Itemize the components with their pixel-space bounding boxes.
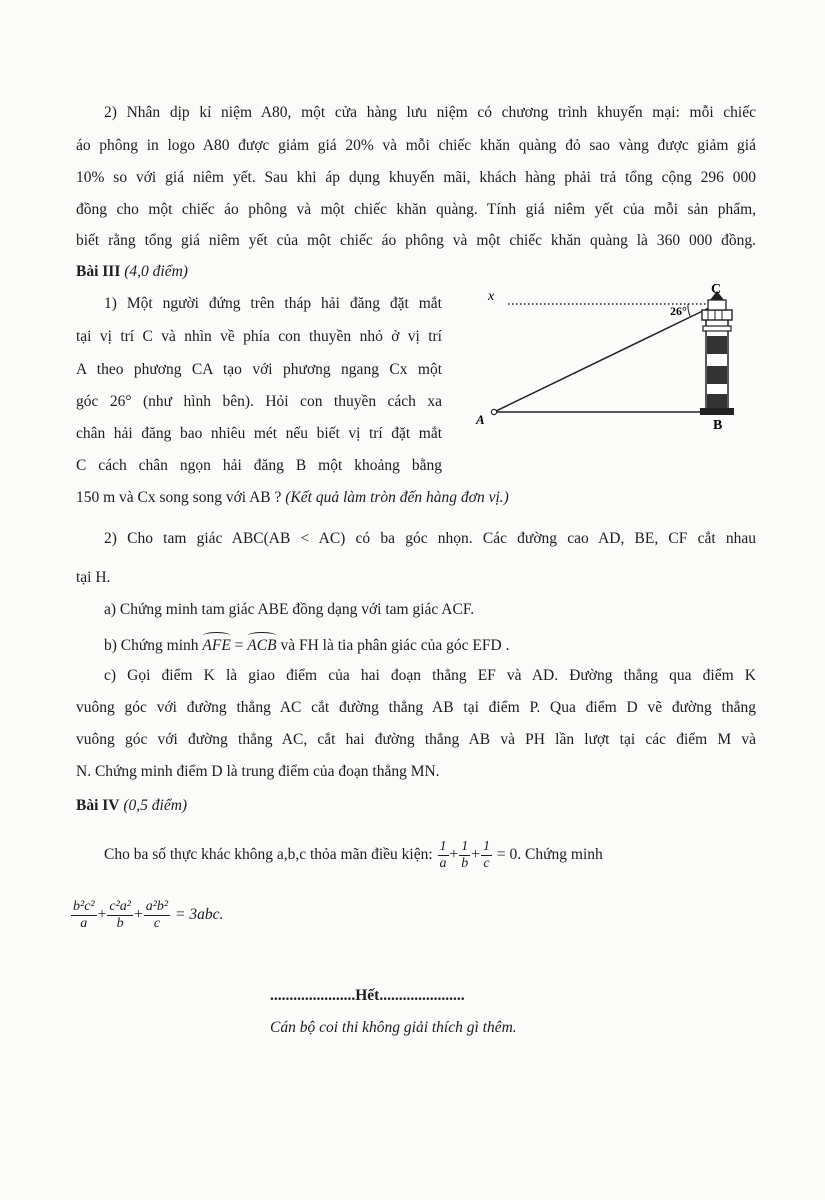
point-a [491,409,496,414]
text-line: 10% so với giá niêm yết. Sau khi áp dụng khuyến mãi, khách hàng phải trả tổng cộng 296 000 [76,169,756,186]
text-line [76,488,509,508]
text-line: N. Chứng minh điểm D là trung điểm của đoạn thẳng MN. [76,763,440,780]
text-segment: Cho ba số thực khác không a,b,c thỏa mãn điều kiện: [104,846,433,863]
label-b: B [713,418,723,432]
text-line [104,632,509,656]
text-line: vuông góc với đường thẳng AC, cắt hai đường thẳng AB và PH lần lượt tại các điểm M và [76,731,756,748]
text-line: A theo phương CA tạo với phương ngang Cx một [76,361,442,378]
identity-line [70,893,223,937]
section-heading [76,796,187,816]
heading-points: (4,0 điểm) [124,263,188,280]
angle-label: 26° [670,304,687,318]
identity-rhs: = 3abc. [175,906,224,923]
text-segment: 150 m và Cx song song với AB ? [76,489,282,506]
equals-sign: = [234,637,244,654]
text-segment-italic: (Kết quả làm tròn đến hàng đơn vị.) [285,489,509,506]
plus-sign: + [449,846,459,863]
angle-acb: ACB [247,632,276,656]
label-a: A [476,412,485,427]
end-marker: ......................Hết...................... [270,987,465,1004]
lighthouse-figure [470,282,750,432]
heading-label: Bài III [76,263,121,280]
heading-points: (0,5 điểm) [123,797,188,814]
text-line: chân hải đăng bao nhiêu mét nếu biết vị trí đặt mắt [76,425,442,442]
fraction: $\frac{\text{b²c²}}{a}$ [73,898,95,931]
text-line: 1) Một người đứng trên tháp hải đăng đặt mắt [104,295,442,312]
fraction: $\frac{\text{c²a²}}{b}$ [109,898,131,931]
fraction: $\frac{\text{a²b²}}{c}$ [145,898,169,931]
text-segment: b) Chứng minh [104,637,199,654]
label-c: C [711,282,722,297]
text-line: a) Chứng minh tam giác ABE đồng dạng với tam giác ACF. [104,601,475,618]
angle-afe: AFE [202,632,230,656]
text-segment: và FH là tia phân giác của góc EFD . [280,637,510,654]
text-line: tại H. [76,569,111,586]
condition-line [104,835,756,875]
plus-sign: + [133,906,143,923]
text-line: đồng cho một chiếc áo phông và một chiếc khăn quàng. Tính giá niêm yết của mỗi sản phẩm, [76,201,756,218]
line-ca [494,306,713,412]
text-line: biết rằng tổng giá niêm yết của một chiếc áo phông và một chiếc khăn quàng là 360 000 đồng. [76,232,756,249]
section-heading [76,262,188,282]
fraction: $\frac{1}{b}$ [461,838,469,871]
angle-arc [688,304,690,316]
text-line: 2) Cho tam giác ABC(AB < AC) có ba góc nhọn. Các đường cao AD, BE, CF cắt nhau [104,530,756,547]
text-line: 2) Nhân dịp kỉ niệm A80, một cửa hàng lưu niệm có chương trình khuyến mại: mỗi chiếc [104,104,756,121]
text-line: góc 26° (như hình bên). Hỏi con thuyền cách xa [76,393,442,410]
footer-note: Cán bộ coi thi không giải thích gì thêm. [270,1019,517,1036]
text-line: C cách chân ngọn hải đăng B một khoảng bằng [76,457,442,474]
fraction: $\frac{1}{c}$ [483,838,491,871]
text-line: tại vị trí C và nhìn về phía con thuyền nhỏ ở vị trí [76,328,442,345]
label-x: x [488,289,495,304]
text-line: c) Gọi điểm K là giao điểm của hai đoạn thẳng EF và AD. Đường thẳng qua điểm K [104,667,756,684]
heading-label: Bài IV [76,797,120,814]
text-segment: = 0. Chứng minh [496,846,603,863]
plus-sign: + [97,906,107,923]
fraction: $\frac{1}{a}$ [439,838,447,871]
lighthouse-icon [700,291,734,415]
plus-sign: + [471,846,481,863]
text-line: áo phông in logo A80 được giảm giá 20% và mỗi chiếc khăn quàng đỏ sao vàng được giảm giá [76,137,756,154]
text-line: vuông góc với đường thẳng AC cắt đường thẳng AB tại điểm P. Qua điểm D vẽ đường thẳng [76,699,756,716]
